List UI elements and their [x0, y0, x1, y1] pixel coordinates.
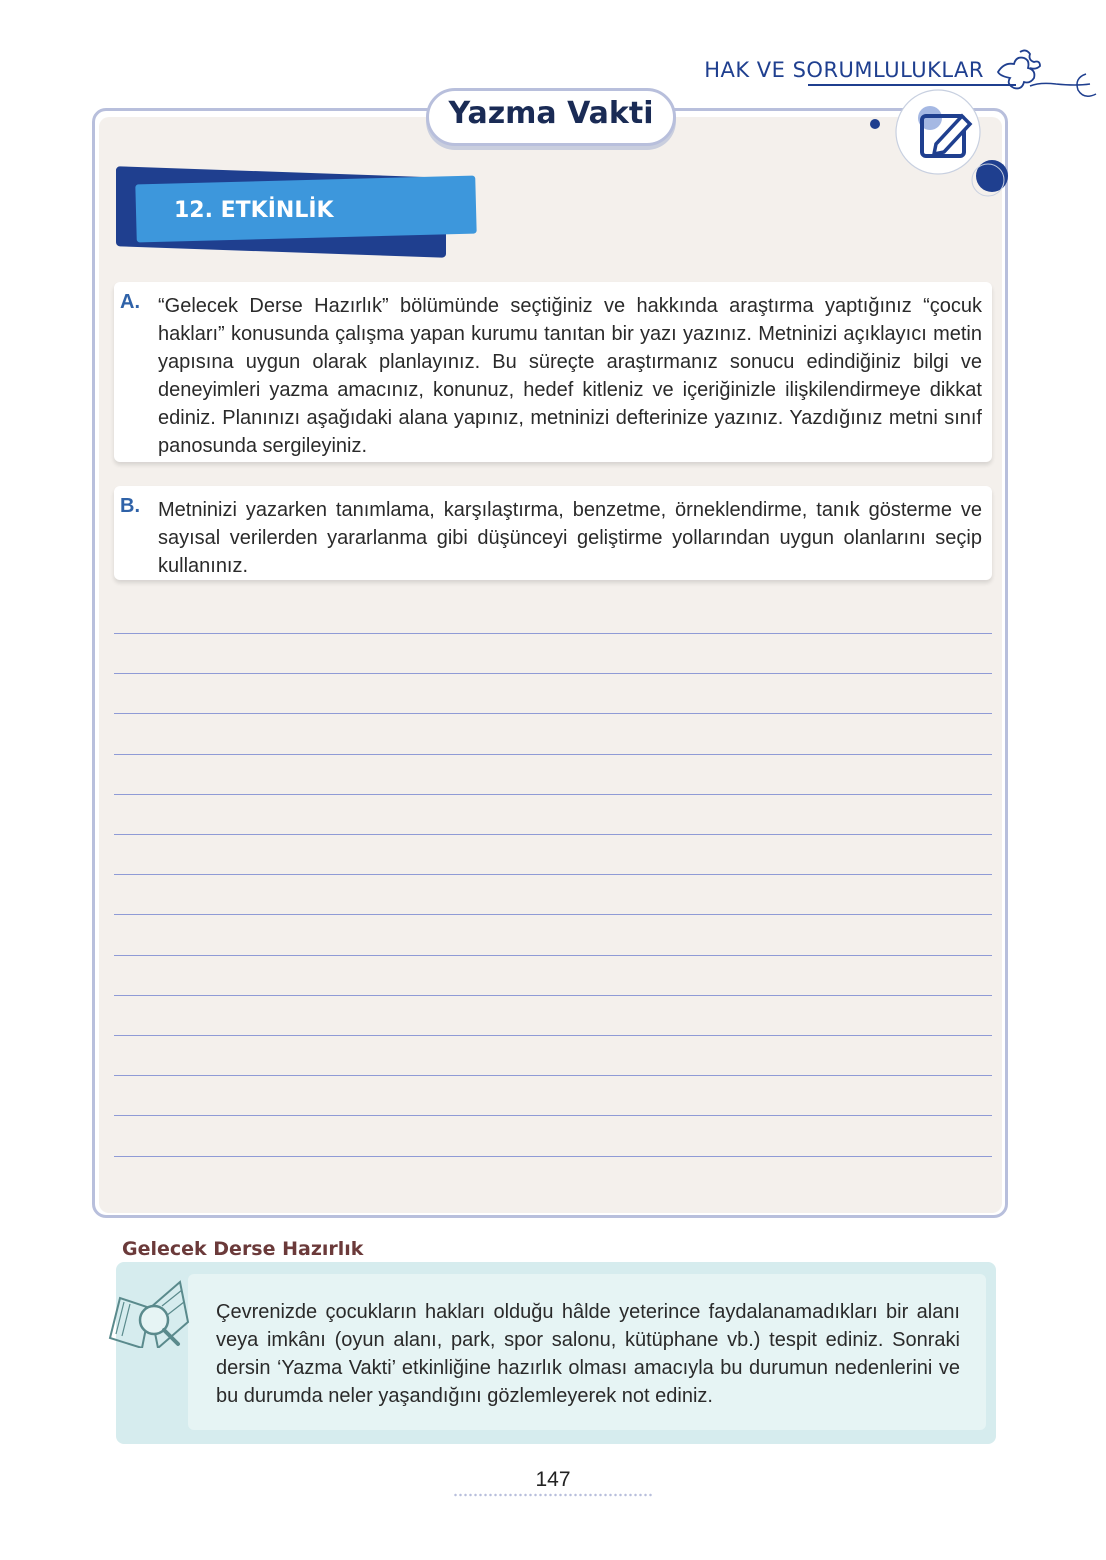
activity-label: 12. ETKİNLİK: [174, 198, 334, 223]
writing-line[interactable]: [114, 955, 992, 956]
page-number-dots: [453, 1493, 653, 1497]
task-letter: A.: [120, 291, 140, 313]
book-magnifier-icon: [104, 1276, 200, 1348]
writing-line[interactable]: [114, 995, 992, 996]
writing-line[interactable]: [114, 633, 992, 634]
task-text: Metninizi yazarken tanımlama, karşılaştırma, benzetme, örneklendirme, tanık gösterme ve sayısal verilerden yararlanma gibi düşünceyi geliştirme yollarından uygun olanlarını seçip kullanınız.: [158, 499, 982, 577]
section-title: HAK VE SORUMLULUKLAR: [704, 58, 984, 82]
writing-line[interactable]: [114, 1156, 992, 1157]
pencil-note-icon: [860, 88, 1020, 208]
writing-line[interactable]: [114, 794, 992, 795]
writing-line[interactable]: [114, 834, 992, 835]
writing-line[interactable]: [114, 1115, 992, 1116]
preparation-text: Çevrenizde çocukların hakları olduğu hâlde yeterince faydalanamadıkları bir alanı veya imkânı (oyun alanı, park, spor salonu, kütüphane vb.) tespit ediniz. Sonraki dersin ‘Yazma Vakti’ etkinliğine hazırlık olması amacıyla bu durumun nedenlerini ve bu durumda neler yaşandığını gözlemleyerek not ediniz.: [216, 1301, 960, 1407]
page-number: 147: [535, 1468, 571, 1491]
task-a-card: [114, 282, 992, 462]
writing-line[interactable]: [114, 914, 992, 915]
writing-line[interactable]: [114, 673, 992, 674]
writing-line[interactable]: [114, 1075, 992, 1076]
page-title: Yazma Vakti: [448, 96, 654, 131]
task-letter: B.: [120, 495, 140, 517]
writing-line[interactable]: [114, 713, 992, 714]
writing-line[interactable]: [114, 1035, 992, 1036]
writing-line[interactable]: [114, 754, 992, 755]
task-b-card: [114, 486, 992, 580]
preparation-title: Gelecek Derse Hazırlık: [122, 1238, 364, 1260]
task-text: “Gelecek Derse Hazırlık” bölümünde seçtiğiniz ve hakkında araştırma yaptığınız “çocuk hakları” konusunda çalışma yapan kurumu tanıtan bir yazı yazınız. Metninizi açıklayıcı metin yapısına uygun olarak planlayınız. Bu süreçte araştırmanız sonucu edindiğiniz bilgi ve deneyimleri yazma amacınız, konunuz, hedef kitleniz ve içeriğinizle ilişkilendirmeye dikkat ediniz. Planınızı aşağıdaki alana yapınız, metninizi defterinize yazınız. Yazdığınız metni sınıf panosunda sergileyiniz.: [158, 295, 982, 457]
section-title-underline: [808, 84, 1016, 86]
writing-line[interactable]: [114, 874, 992, 875]
